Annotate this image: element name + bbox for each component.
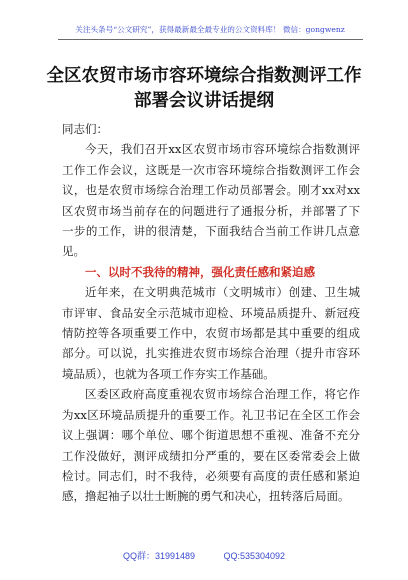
footer-qq-group: QQ群：31991489	[122, 551, 195, 561]
paragraph-intro: 今天，我们召开xx区农贸市场市容环境综合指数测评工作工作会议，这既是一次市容环境综合指数测评工作会议，也是农贸市场综合治理工作动员部署会。刚才xx对xx区农贸市场当前存在的问题进行了通报分析，并部署了下一步的工作，讲的很清楚，下面我结合当前工作讲几点意见。	[62, 142, 360, 259]
header-divider	[58, 39, 363, 40]
title-line-1: 全区农贸市场市容环境综合指数测评工作	[46, 66, 362, 86]
document-title	[40, 64, 368, 114]
paragraph-background: 近年来，在文明典范城市（文明城市）创建、卫生城市评审、食品安全示范城市迎检、环境品质提升、新冠疫情防控等各项重要工作中，农贸市场都是其中重要的组成部分。可以说，扎实推进农贸市场综合治理（提升市容环境品质），也就为各项工作夯实工作基础。	[62, 285, 360, 381]
footer	[0, 549, 408, 562]
title-line-2: 部署会议讲话提纲	[134, 91, 274, 111]
paragraph-leadership: 区委区政府高度重视农贸市场综合治理工作，将它作为xx区环境品质提升的重要工作。礼卫书记在全区工作会议上强调：哪个单位、哪个街道思想不重视、准备不充分工作没做好，测评成绩扣分严重的，要在区委常委会上做检讨。同志们，时不我待，必须要有高度的责任感和紧迫感，撸起袖子以壮士断腕的勇气和决心，扭转落后局面。	[62, 387, 360, 504]
header-banner: 关注头条号“公文研究”，获得最新最全最专业的公文资料库！ 微信：gongwenz	[75, 25, 345, 34]
footer-qq: QQ:535304092	[223, 551, 286, 561]
document-body	[62, 119, 360, 507]
section-heading-1: 一、以时不我待的精神，强化责任感和紧迫感	[85, 264, 315, 279]
salutation: 同志们：	[62, 122, 108, 136]
